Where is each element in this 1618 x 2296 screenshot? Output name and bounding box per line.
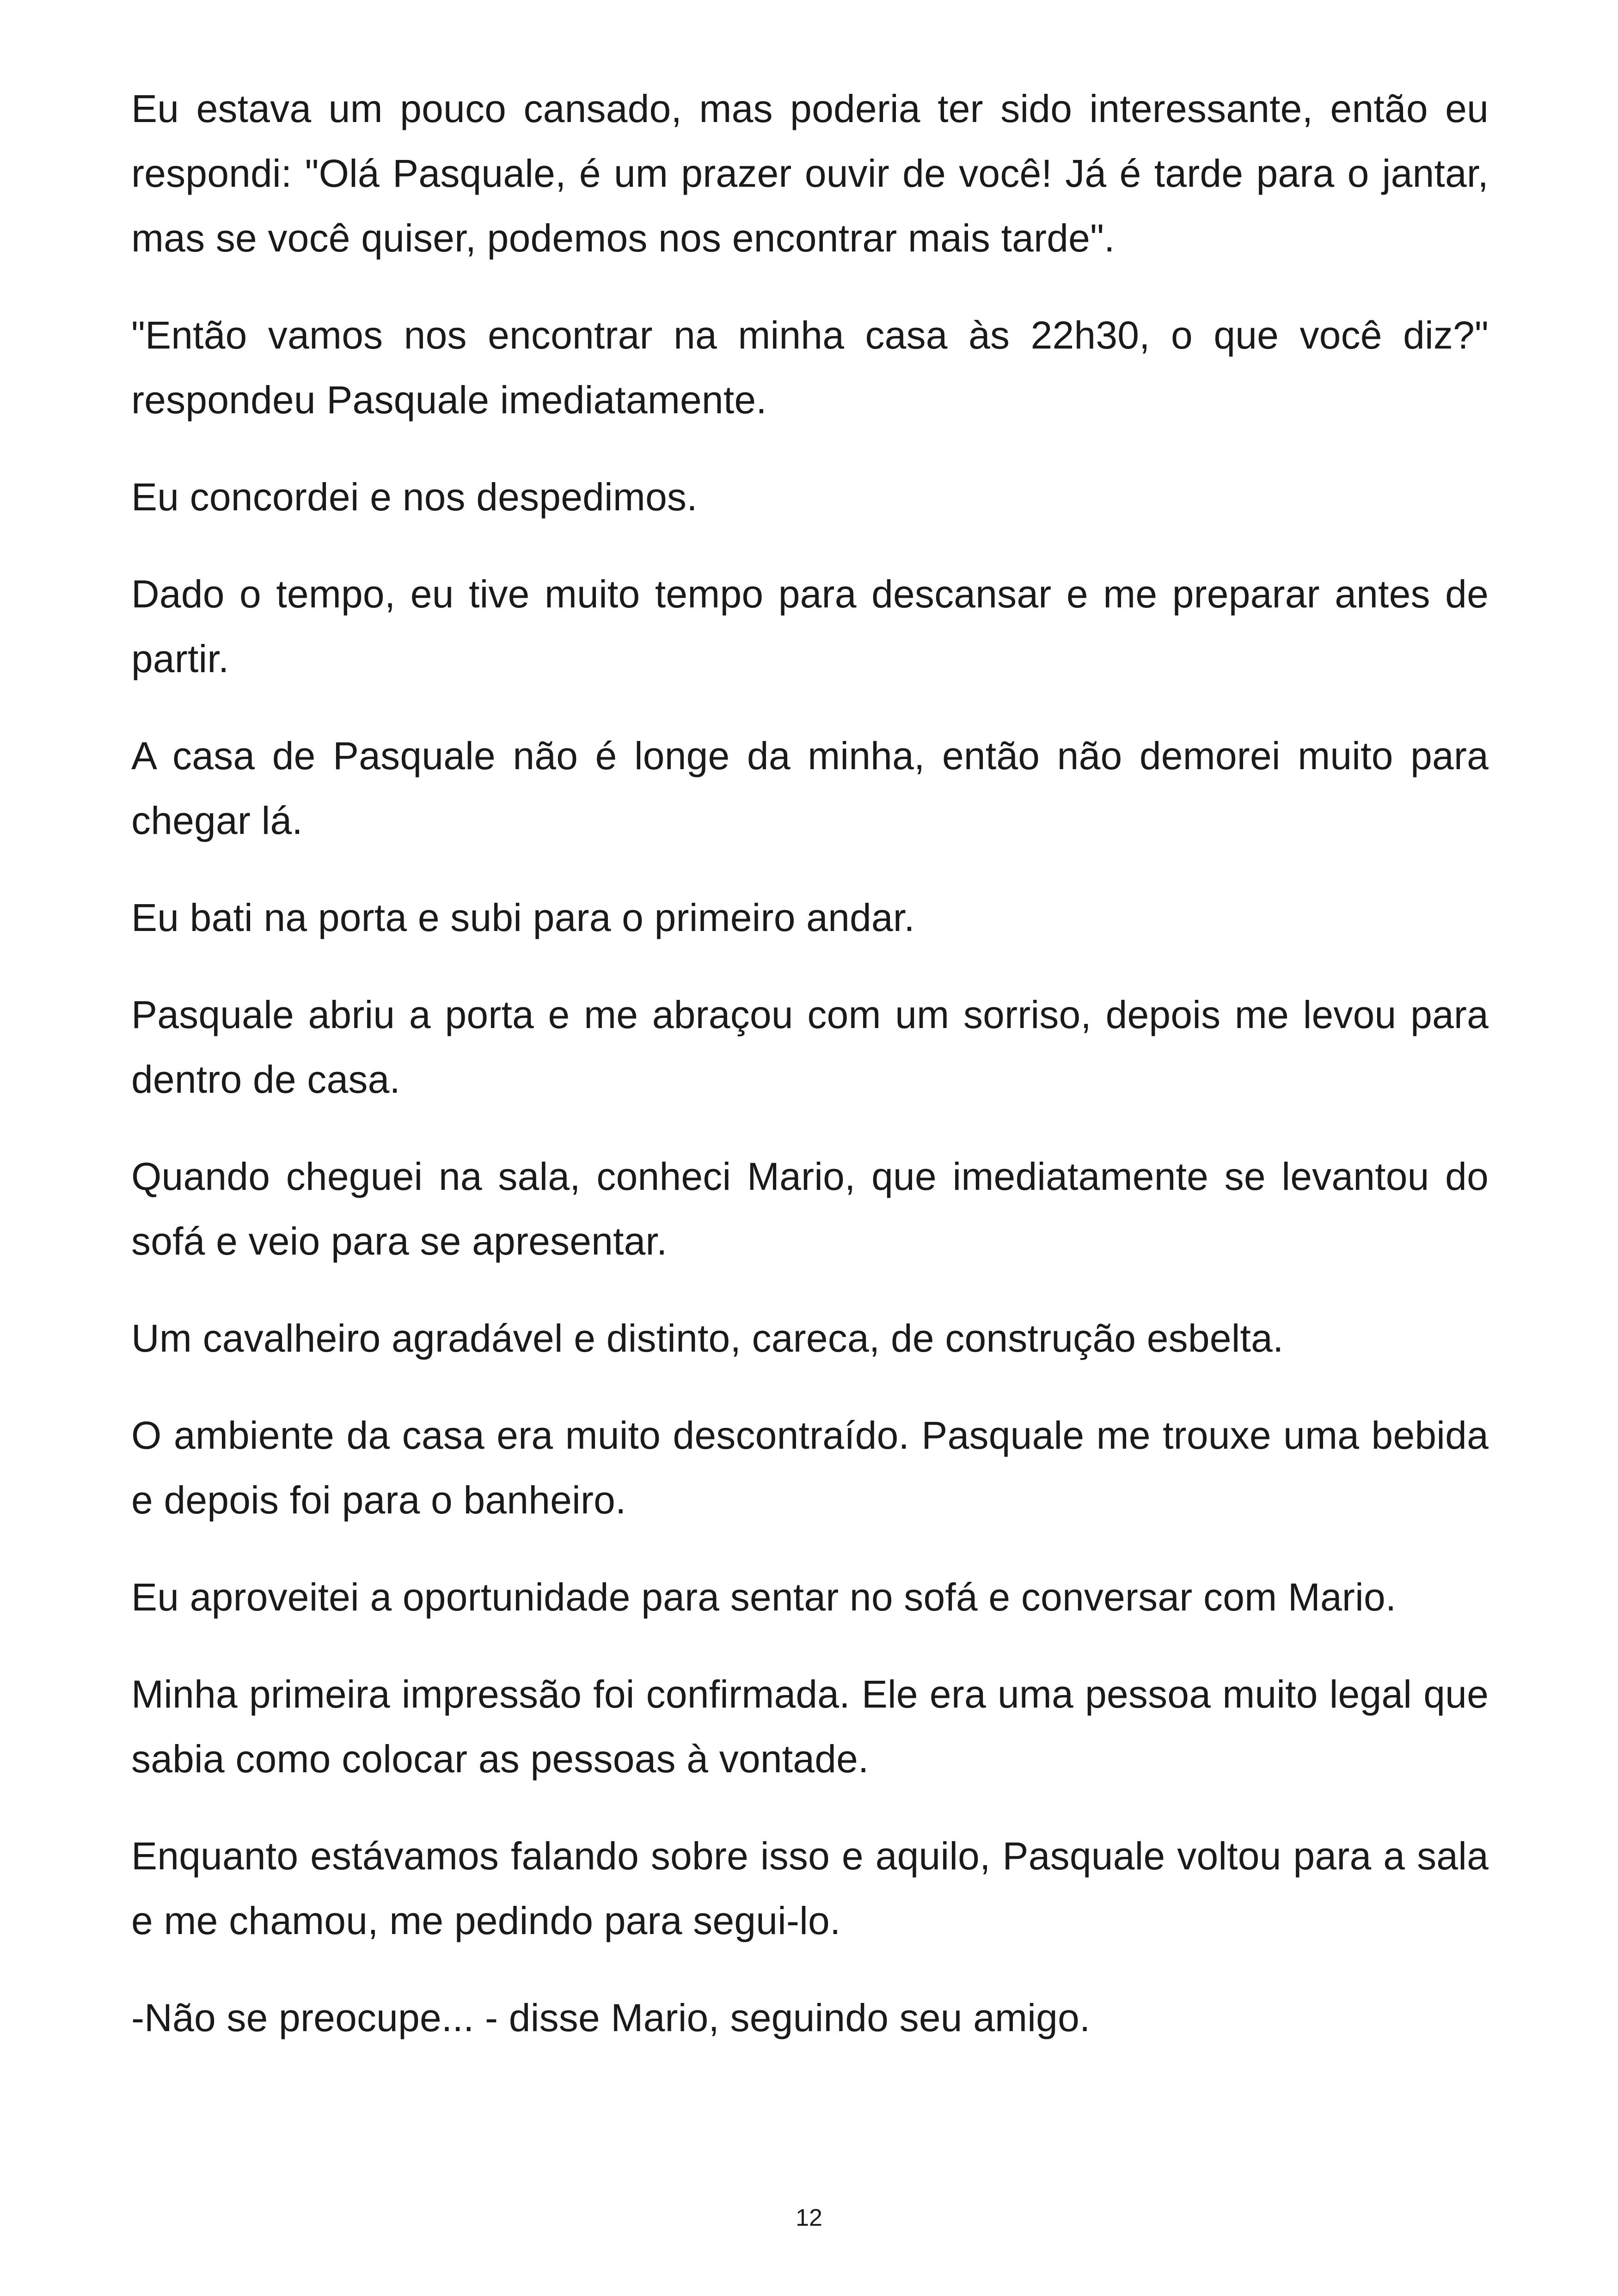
page-number: 12 — [796, 2204, 822, 2231]
paragraph: Minha primeira impressão foi confirmada. Ele era uma pessoa muito legal que sabia como colocar as pessoas à vontade. — [131, 1672, 1489, 1781]
paragraph: Dado o tempo, eu tive muito tempo para descansar e me preparar antes de partir. — [131, 572, 1489, 680]
paragraph: -Não se preocupe... - disse Mario, seguindo seu amigo. — [131, 1996, 1091, 2039]
page-body — [131, 76, 1489, 2082]
paragraph: Pasquale abriu a porta e me abraçou com um sorriso, depois me levou para dentro de casa. — [131, 993, 1489, 1101]
paragraph: Eu bati na porta e subi para o primeiro andar. — [131, 896, 915, 939]
paragraph: Um cavalheiro agradável e distinto, careca, de construção esbelta. — [131, 1316, 1284, 1360]
paragraph: "Então vamos nos encontrar na minha casa às 22h30, o que você diz?" respondeu Pasquale imediatamente. — [131, 313, 1489, 422]
paragraph: Eu estava um pouco cansado, mas poderia ter sido interessante, então eu respondi: "Olá Pasquale, é um prazer ouvir de você! Já é tarde para o jantar, mas se você quiser, podemos nos encontrar mais tarde". — [131, 87, 1489, 260]
paragraph: Eu concordei e nos despedimos. — [131, 475, 698, 519]
paragraph: Eu aproveitei a oportunidade para sentar no sofá e conversar com Mario. — [131, 1575, 1397, 1619]
paragraph: Enquanto estávamos falando sobre isso e aquilo, Pasquale voltou para a sala e me chamou, me pedindo para segui-lo. — [131, 1834, 1489, 1942]
paragraph: Quando cheguei na sala, conheci Mario, que imediatamente se levantou do sofá e veio para se apresentar. — [131, 1155, 1489, 1263]
paragraph: A casa de Pasquale não é longe da minha, então não demorei muito para chegar lá. — [131, 734, 1489, 842]
paragraph: O ambiente da casa era muito descontraído. Pasquale me trouxe uma bebida e depois foi para o banheiro. — [131, 1414, 1489, 1522]
